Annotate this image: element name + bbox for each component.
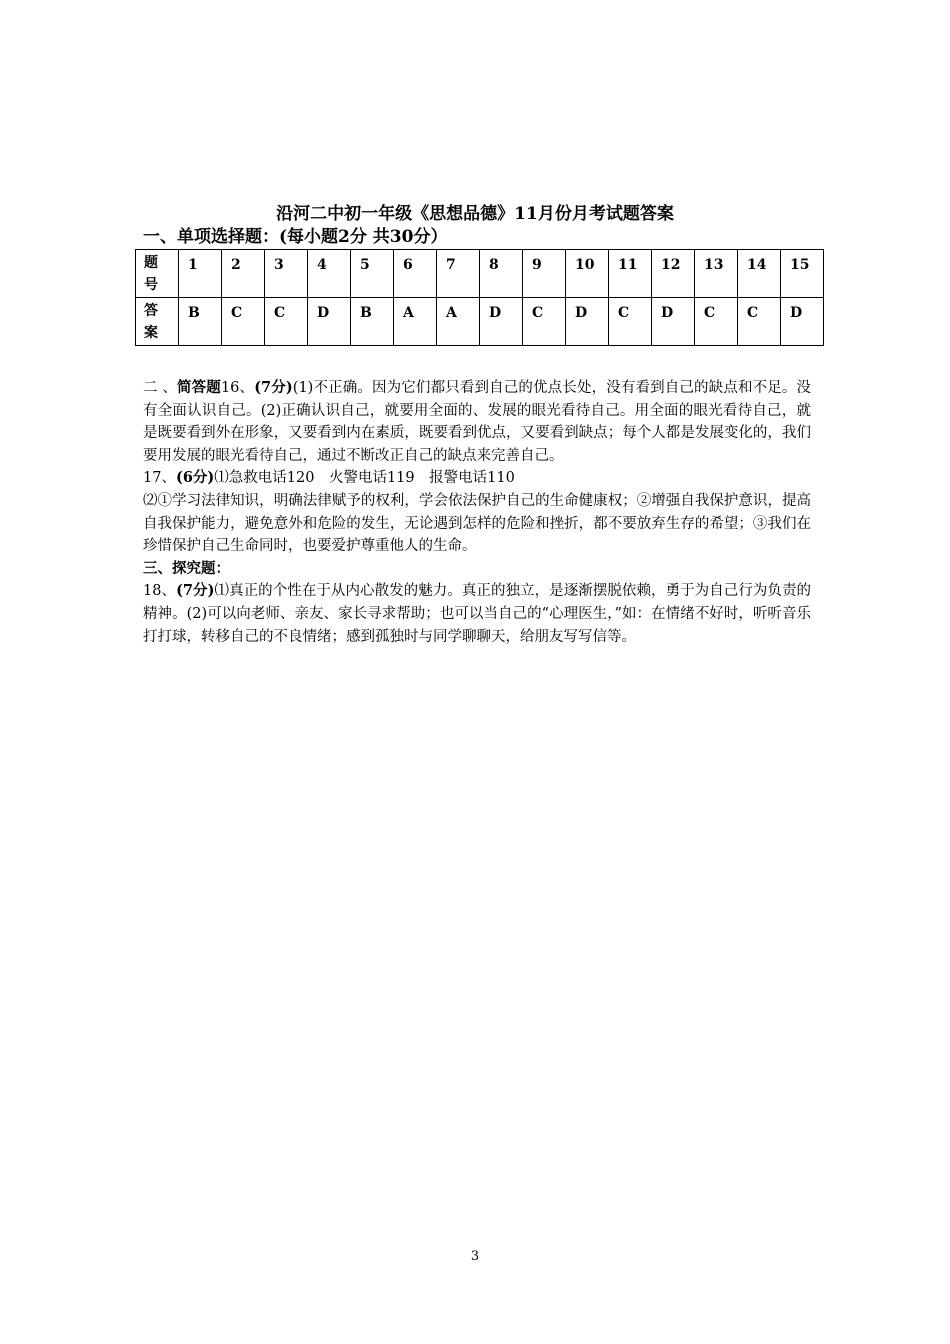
answer-cell: B xyxy=(351,298,394,346)
q17-part2-paragraph: ⑵①学习法律知识，明确法律赋予的权利，学会依法保护自己的生命健康权；②增强自我保护意识，提高自我保护能力，避免意外和危险的发生，无论遇到怎样的危险和挫折，都不要放弃生存的希望；③我们在珍惜保护自己生命同时，也要爱护尊重他人的生命。 xyxy=(143,492,811,555)
answer-cell: D xyxy=(566,298,609,346)
document-title: 沿河二中初一年级《思想品德》11月份月考试题答案 xyxy=(276,204,674,224)
answer-cell: D xyxy=(308,298,351,346)
q16-number: 16、 xyxy=(220,380,255,396)
answer-cell: C xyxy=(738,298,781,346)
q18-number: 18、 xyxy=(143,583,177,600)
answer-cell: D xyxy=(480,298,523,346)
q18-points: (7分) xyxy=(176,582,215,600)
section2-label: 简答题 xyxy=(177,379,221,396)
question-number-cell: 5 xyxy=(351,250,394,298)
q17-points: (6分) xyxy=(175,469,215,487)
answer-row-header-char: 答 xyxy=(144,303,158,319)
question-number-cell: 4 xyxy=(308,250,351,298)
answer-row-header xyxy=(136,298,179,346)
answer-row-header-char: 案 xyxy=(144,325,158,341)
q17-part1: ⑴急救电话120 火警电话119 报警电话110 xyxy=(214,470,515,487)
question-number-cell: 1 xyxy=(179,250,222,298)
answer-cell: C xyxy=(222,298,265,346)
q17-number: 17、 xyxy=(143,470,176,487)
answer-cell: B xyxy=(179,298,222,346)
q16-answer: (1)不正确。因为它们都只看到自己的优点长处，没有看到自己的缺点和不足。没有全面认识自己。(2)正确认识自己，就要用全面的、发展的眼光看待自己。用全面的眼光看待自己，就是既要看到外在形象，又要看到内在素质，既要看到优点，又要看到缺点；每个人都是发展变化的，我们要用发展的眼光看待自己，通过不断改正自己的缺点来完善自己。 xyxy=(143,380,812,464)
answer-body xyxy=(143,377,811,648)
section1-heading: 一、单项选择题：(每小题2分 共30分） xyxy=(143,227,448,247)
q18-answer: ⑴真正的个性在于从内心散发的魅力。真正的独立，是逐渐摆脱依赖，勇于为自己行为负责的精神。(2)可以向老师、亲友、家长寻求帮助；也可以当自己的“心理医生，”如：在情绪不好时，听听音乐打打球，转移自己的不良情绪；感到孤独时与同学聊聊天，给朋友写写信等。 xyxy=(143,583,812,645)
q16-points: (7分) xyxy=(254,379,293,396)
question-row-header-char: 号 xyxy=(144,277,158,293)
q16-paragraph xyxy=(143,377,811,467)
question-number-cell: 9 xyxy=(523,250,566,298)
answer-cell: A xyxy=(437,298,480,346)
section2-prefix: 二 、 xyxy=(143,380,178,396)
question-number-cell: 12 xyxy=(652,250,695,298)
page-number: 3 xyxy=(470,1249,480,1264)
question-number-cell: 8 xyxy=(480,250,523,298)
question-number-cell: 2 xyxy=(222,250,265,298)
question-number-cell: 6 xyxy=(394,250,437,298)
question-row-header xyxy=(136,250,179,298)
section3-heading: 三、探究题： xyxy=(143,559,230,577)
question-number-cell: 13 xyxy=(695,250,738,298)
q17-paragraph xyxy=(143,467,811,490)
question-number-cell: 15 xyxy=(781,250,824,298)
question-number-cell: 10 xyxy=(566,250,609,298)
answer-cell: D xyxy=(781,298,824,346)
question-number-cell: 14 xyxy=(738,250,781,298)
answer-cell: D xyxy=(652,298,695,346)
question-number-cell: 11 xyxy=(609,250,652,298)
answer-row xyxy=(136,298,824,346)
q18-paragraph xyxy=(143,580,811,648)
answer-cell: A xyxy=(394,298,437,346)
answer-cell: C xyxy=(265,298,308,346)
answer-table xyxy=(135,249,824,346)
question-row-header-char: 题 xyxy=(144,255,158,271)
answer-cell: C xyxy=(609,298,652,346)
question-number-cell: 7 xyxy=(437,250,480,298)
answer-cell: C xyxy=(523,298,566,346)
answer-cell: C xyxy=(695,298,738,346)
question-number-cell: 3 xyxy=(265,250,308,298)
question-number-row xyxy=(136,250,824,298)
